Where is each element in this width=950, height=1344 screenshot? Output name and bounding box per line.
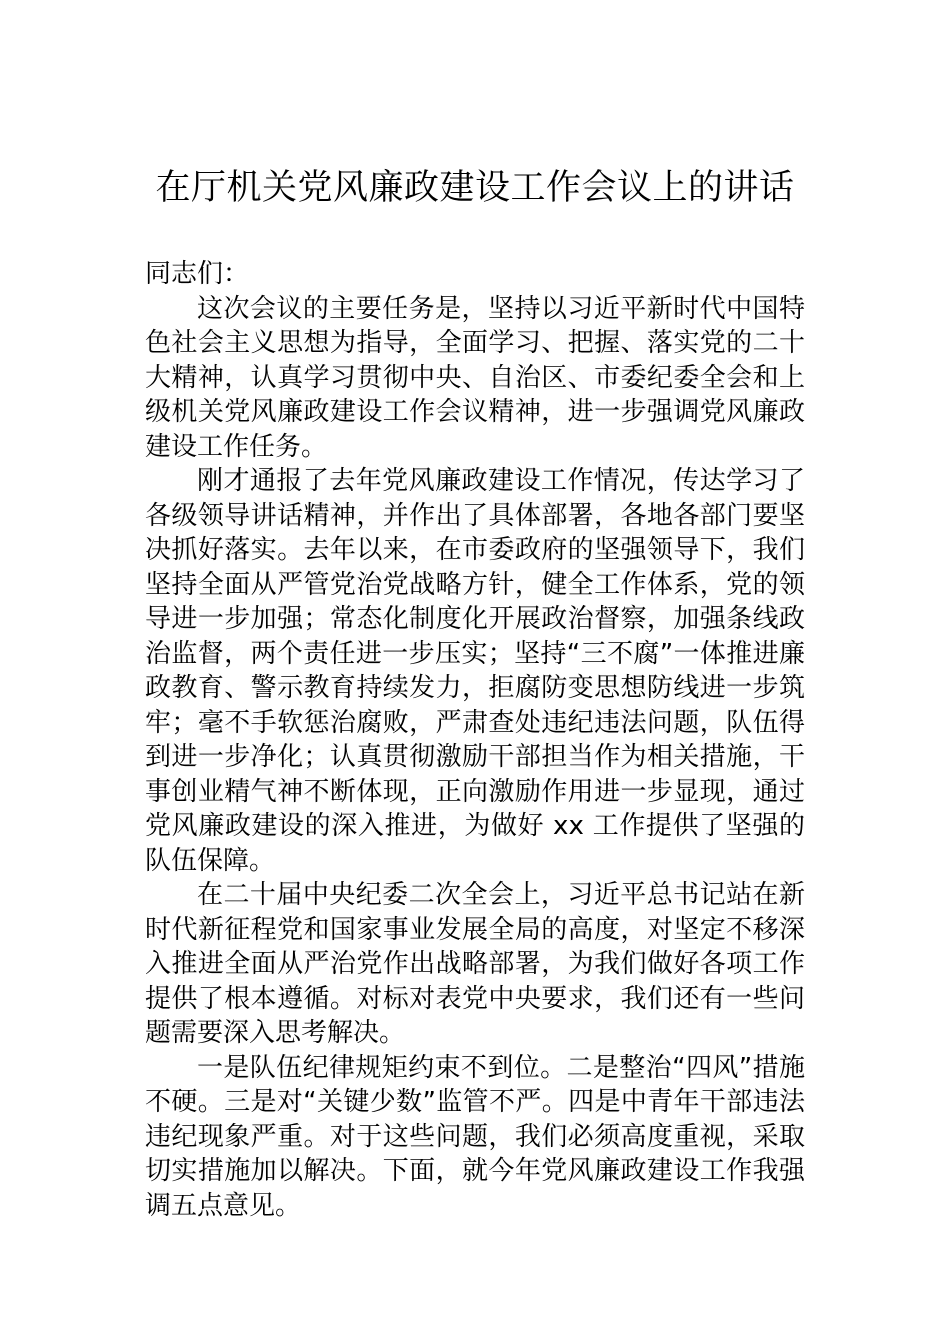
paragraph-3: 在二十届中央纪委二次全会上，习近平总书记站在新时代新征程党和国家事业发展全局的高度，对坚定不移深入推进全面从严治党作出战略部署，为我们做好各项工作提供了根本遵循。对标对表党中央要求，我们还有一些问题需要深入思考解决。 (145, 880, 805, 1048)
paragraph-4: 一是队伍纪律规矩约束不到位。二是整治“四风”措施不硬。三是对“关键少数”监管不严。四是中青年干部违法违纪现象严重。对于这些问题，我们必须高度重视，采取切实措施加以解决。下面，就今年党风廉政建设工作我强调五点意见。 (145, 1052, 805, 1221)
document-body (145, 257, 805, 1223)
salutation: 同志们： (145, 259, 250, 289)
paragraph-2: 刚才通报了去年党风廉政建设工作情况，传达学习了各级领导讲话精神，并作出了具体部署，各地各部门要坚决抓好落实。去年以来，在市委政府的坚强领导下，我们坚持全面从严管党治党战略方针，健全工作体系，党的领导进一步加强；常态化制度化开展政治督察，加强条线政治监督，两个责任进一步压实；坚持“三不腐”一体推进廉政教育、警示教育持续发力，拒腐防变思想防线进一步筑牢；毫不手软惩治腐败，严肃查处违纪违法问题，队伍得到进一步净化；认真贯彻激励干部担当作为相关措施，干事创业精气神不断体现，正向激励作用进一步显现，通过党风廉政建设的深入推进，为做好 xx 工作提供了坚强的队伍保障。 (145, 466, 805, 876)
paragraph-1: 这次会议的主要任务是，坚持以习近平新时代中国特色社会主义思想为指导，全面学习、把握、落实党的二十大精神，认真学习贯彻中央、自治区、市委纪委全会和上级机关党风廉政建设工作会议精神，进一步强调党风廉政建设工作任务。 (145, 293, 805, 462)
document-title: 在厅机关党风廉政建设工作会议上的讲话 (155, 168, 795, 208)
